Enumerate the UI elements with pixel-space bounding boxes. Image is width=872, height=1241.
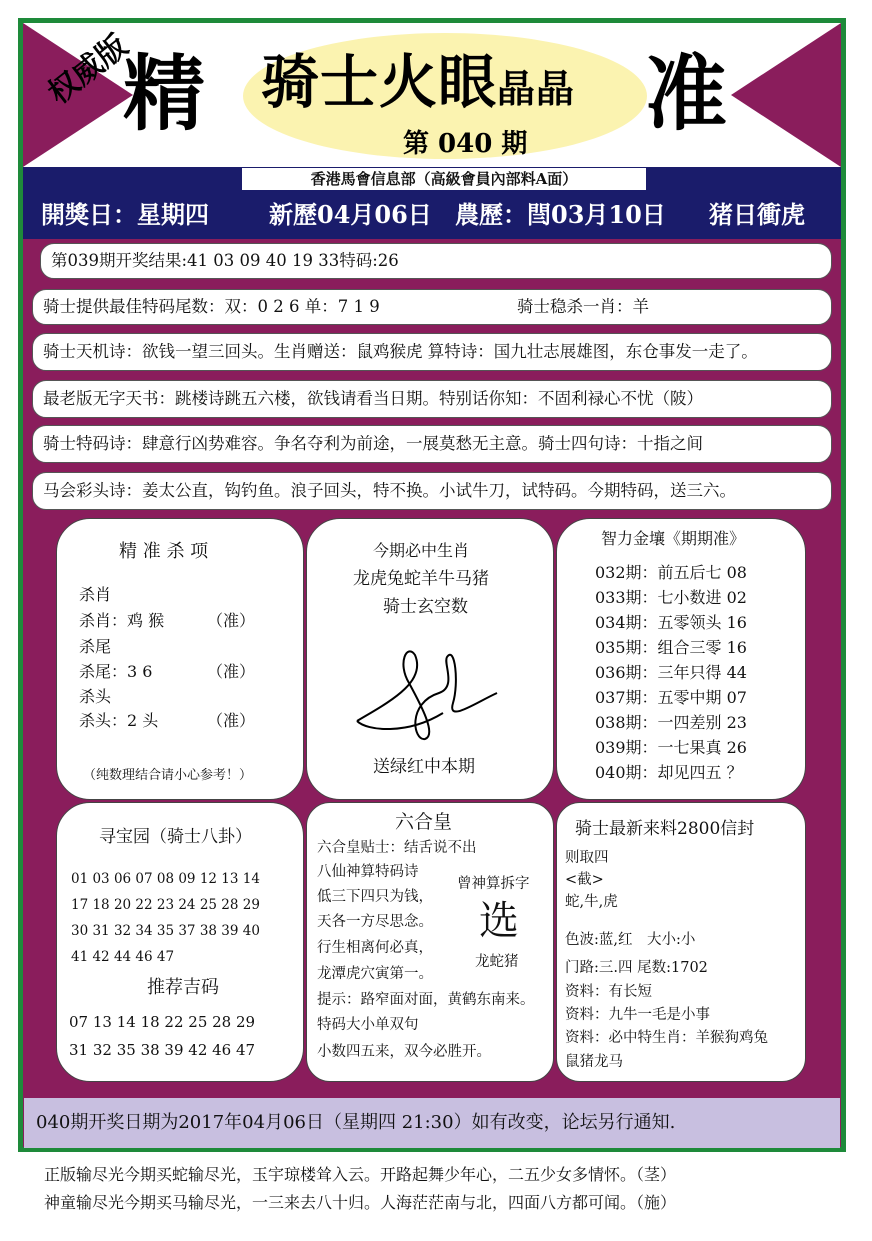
liuhe-line-4: 天各一方尽思念。 <box>317 914 433 930</box>
wisdom-title: 智力金壤《期期准》 <box>601 529 746 548</box>
poem4-row <box>32 472 832 510</box>
latest-line-3: 蛇,牛,虎 <box>565 894 618 910</box>
draw-info-bar <box>23 193 841 239</box>
verse-line-1: 正版输尽光今期买蛇输尽光，玉宇琼楼耸入云。开路起舞少年心，二五少女多情怀。（茎） <box>44 1165 677 1184</box>
liuhe-line-9: 小数四五来，双今必胜开。 <box>317 1044 491 1060</box>
verse-line-2: 神童输尽光今期买马输尽光，一三来去八十归。人海茫茫南与北，四面八方都可闻。（施） <box>44 1193 677 1212</box>
liuhe-line-3: 低三下四只为钱， <box>317 889 433 905</box>
liuhe-line-5: 行生相离何必真， <box>317 940 433 956</box>
latest-line-4: 色波:蓝,红 大小:小 <box>565 932 696 948</box>
wisdom-item-9: 040期：却见四五 ？ <box>595 763 743 782</box>
subtitle: 香港馬會信息部（高級會員內部料A面） <box>242 168 646 190</box>
wisdom-item-4: 035期：组合三零 16 <box>595 638 747 657</box>
kill-line-1: 杀肖 <box>79 585 112 604</box>
liuhe-line-1: 六合皇贴士：结舌说不出 <box>317 840 477 856</box>
latest-line-7: 资料：九牛一毛是小事 <box>565 1007 710 1023</box>
header <box>23 23 841 167</box>
draw-day: 開獎日：星期四 <box>41 200 209 229</box>
brand-title <box>261 48 576 116</box>
latest-line-9: 鼠猪龙马 <box>565 1054 623 1070</box>
right-triangle <box>731 23 841 167</box>
tail-text: 骑士提供最佳特码尾数：双：0 2 6 单：7 1 9 <box>43 296 380 316</box>
wisdom-panel <box>556 518 806 800</box>
wisdom-item-7: 038期：一四差别 23 <box>595 713 747 732</box>
latest-line-2: <截> <box>565 872 604 888</box>
poem4-text: 马会彩头诗：姜太公直，钩钓鱼。浪子回头，特不换。小试牛刀，试特码。今期特码，送三六。 <box>43 480 736 500</box>
big-char-left: 精 <box>123 46 206 142</box>
liuhe-side-char: 选 <box>479 898 519 944</box>
recommend-title: 推荐吉码 <box>147 977 219 998</box>
treasure-numbers-2: 17 18 20 22 23 24 25 28 29 <box>71 897 260 913</box>
wisdom-item-6: 037期：五零中期 07 <box>595 688 747 707</box>
wisdom-item-3: 034期：五零领头 16 <box>595 613 747 632</box>
poem1-row <box>32 333 832 371</box>
draw-solar-date: 新歷04月06日 <box>269 200 432 229</box>
poem3-row <box>32 425 832 463</box>
kill-line-6: 杀头：2 头 <box>79 711 159 730</box>
liuhe-line-7: 提示：路窄面对面，黄鹤东南来。 <box>317 992 535 1008</box>
wisdom-item-2: 033期：七小数进 02 <box>595 588 747 607</box>
wisdom-item-5: 036期：三年只得 44 <box>595 663 747 682</box>
wisdom-item-8: 039期：一七果真 26 <box>595 738 747 757</box>
treasure-panel <box>56 802 304 1082</box>
liuhe-line-6: 龙潭虎穴寅第一。 <box>317 966 433 982</box>
treasure-numbers-3: 30 31 32 34 35 37 38 39 40 <box>71 923 260 939</box>
liuhe-side-answer: 龙蛇猪 <box>475 954 519 970</box>
wisdom-item-1: 032期：前五后七 08 <box>595 563 747 582</box>
brand-small: 晶晶 <box>497 66 576 111</box>
liuhe-panel <box>306 802 554 1082</box>
kill-title: 精 准 杀 项 <box>119 541 209 562</box>
edition-label: 权威版 <box>41 28 135 112</box>
poem2-row <box>32 380 832 418</box>
poem2-text: 最老版无字天书：跳楼诗跳五六楼，欲钱请看当日期。特别话你知：不固利禄心不忧（陂） <box>43 388 703 408</box>
zodiac-panel <box>306 518 554 800</box>
latest-line-6: 资料：有长短 <box>565 984 652 1000</box>
liuhe-line-8: 特码大小单双句 <box>317 1017 419 1033</box>
treasure-title: 寻宝园（骑士八卦） <box>99 827 252 847</box>
kill-line-2: 杀肖：鸡 猴 <box>79 611 165 630</box>
recommend-numbers-1: 07 13 14 18 22 25 28 29 <box>69 1013 256 1031</box>
kill-one-text: 骑士稳杀一肖：羊 <box>517 296 649 316</box>
kill-tag-1: （准） <box>207 611 256 630</box>
result-row <box>40 243 832 279</box>
treasure-numbers-4: 41 42 44 46 47 <box>71 949 175 965</box>
liuhe-side-title: 曾神算拆字 <box>457 876 530 892</box>
zodiac-line-2: 龙虎兔蛇羊牛马猪 <box>353 569 489 589</box>
signature-scribble <box>347 643 507 743</box>
treasure-numbers-1: 01 03 06 07 08 09 12 13 14 <box>71 871 260 887</box>
latest-line-5: 门路:三.四 尾数:1702 <box>565 960 708 976</box>
kill-line-3: 杀尾 <box>79 637 112 656</box>
brand-main: 骑士火眼 <box>261 48 498 116</box>
draw-lunar-date: 農歷：閆03月10日 <box>455 200 666 229</box>
latest-panel <box>556 802 806 1082</box>
tail-row <box>32 289 832 325</box>
notice-bar <box>24 1098 840 1148</box>
poem3-text: 骑士特码诗：肆意行凶势难容。争名夺利为前途，一展莫愁无主意。骑士四句诗：十指之间 <box>43 433 703 453</box>
kill-line-4: 杀尾：3 6 <box>79 662 153 681</box>
zodiac-line-1: 今期必中生肖 <box>373 541 470 560</box>
result-text: 第039期开奖结果:41 03 09 40 19 33特码:26 <box>51 250 399 270</box>
latest-title: 骑士最新来料2800信封 <box>575 819 755 839</box>
zodiac-line-4: 送绿红中本期 <box>373 757 475 777</box>
zodiac-line-3: 骑士玄空数 <box>383 597 468 617</box>
kill-note: （纯数理结合请小心参考！） <box>83 768 253 783</box>
kill-line-5: 杀头 <box>79 687 112 706</box>
issue-number: 第 040 期 <box>403 129 528 159</box>
draw-clash: 猪日衝虎 <box>709 200 805 229</box>
kill-panel <box>56 518 304 800</box>
latest-line-1: 则取四 <box>565 850 609 866</box>
kill-tag-3: （准） <box>207 711 256 730</box>
big-char-right: 准 <box>645 46 728 142</box>
recommend-numbers-2: 31 32 35 38 39 42 46 47 <box>69 1041 256 1059</box>
latest-line-8: 资料：必中特生肖：羊猴狗鸡兔 <box>565 1030 768 1046</box>
liuhe-title: 六合皇 <box>395 811 453 833</box>
kill-tag-2: （准） <box>207 662 256 681</box>
notice-text: 040期开奖日期为2017年04月06日（星期四 21:30）如有改变，论坛另行通知. <box>36 1112 676 1133</box>
poem1-text: 骑士天机诗：欲钱一望三回头。生肖赠送：鼠鸡猴虎 算特诗：国九壮志展雄图，东仓事发一走了。 <box>43 341 758 361</box>
liuhe-line-2: 八仙神算特码诗 <box>317 864 419 880</box>
